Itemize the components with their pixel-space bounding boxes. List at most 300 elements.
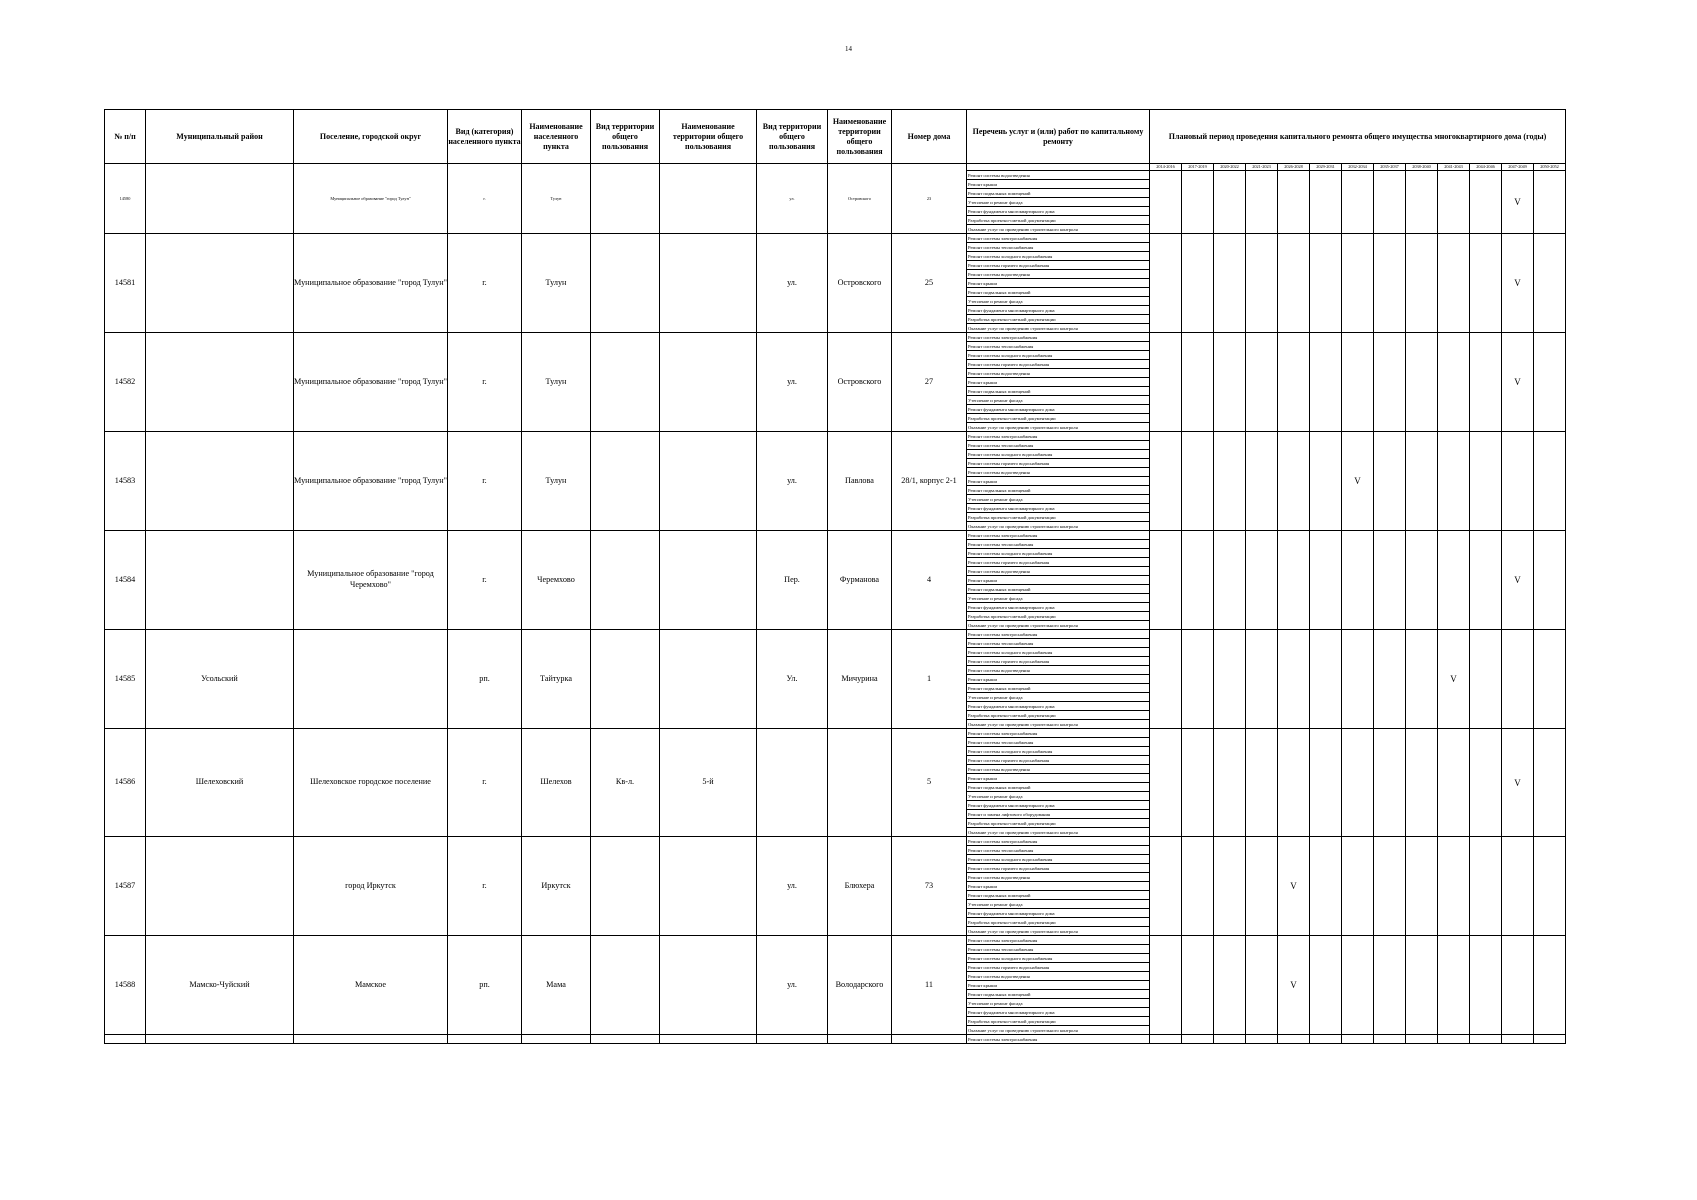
- area-type-cell: [591, 531, 660, 630]
- schedule-cell: [1214, 837, 1246, 936]
- locality-type-cell: г.: [448, 531, 522, 630]
- schedule-cell: [1342, 333, 1374, 432]
- year-label: 2044-2046: [1470, 164, 1502, 171]
- service-item: Ремонт системы теплоснабжения: [967, 441, 1150, 450]
- empty-cell: [591, 1035, 660, 1044]
- schedule-cell: [1214, 432, 1246, 531]
- house-number-cell: 27: [892, 333, 967, 432]
- year-label: 2029-2031: [1310, 164, 1342, 171]
- service-item: Ремонт системы холодного водоснабжения: [967, 747, 1150, 756]
- schedule-cell: [1534, 171, 1566, 234]
- schedule-cell: [1470, 1035, 1502, 1044]
- service-item: Разработка проектно-сметной документации: [967, 819, 1150, 828]
- service-item: Утепление и ремонт фасада: [967, 693, 1150, 702]
- service-item: Ремонт фундамента многоквартирного дома: [967, 702, 1150, 711]
- year-label: 2050-2052: [1534, 164, 1566, 171]
- service-item: Разработка проектно-сметной документации: [967, 315, 1150, 324]
- schedule-mark: V: [1278, 837, 1310, 936]
- schedule-cell: [1502, 936, 1534, 1035]
- area-type-cell: [591, 164, 660, 234]
- schedule-cell: [1406, 837, 1438, 936]
- service-item: Утепление и ремонт фасада: [967, 792, 1150, 801]
- locality-type-cell: г.: [448, 432, 522, 531]
- street-name-cell: Мичурина: [828, 630, 892, 729]
- schedule-cell: [1278, 630, 1310, 729]
- schedule-cell: [1278, 729, 1310, 837]
- header-house: Номер дома: [892, 110, 967, 164]
- service-item: Ремонт системы теплоснабжения: [967, 243, 1150, 252]
- locality-type-cell: г.: [448, 729, 522, 837]
- schedule-cell: [1182, 630, 1214, 729]
- street-type-cell: ул.: [757, 164, 828, 234]
- service-item-blank: [967, 164, 1150, 171]
- service-item: Утепление и ремонт фасада: [967, 900, 1150, 909]
- service-item: Ремонт системы водоотведения: [967, 972, 1150, 981]
- schedule-cell: [1278, 432, 1310, 531]
- locality-type-cell: г.: [448, 837, 522, 936]
- settlement-cell: Муниципальное образование "город Тулун": [294, 333, 448, 432]
- service-row: [105, 729, 1566, 738]
- schedule-cell: [1342, 531, 1374, 630]
- service-item: Оказание услуг по проведению строительного контроля: [967, 1026, 1150, 1035]
- service-item: Ремонт системы водоотведения: [967, 369, 1150, 378]
- empty-cell: [448, 1035, 522, 1044]
- schedule-cell: [1214, 630, 1246, 729]
- area-name-cell: [660, 837, 757, 936]
- district-cell: [146, 164, 294, 234]
- year-label: 2038-2040: [1406, 164, 1438, 171]
- service-item: Ремонт системы электроснабжения: [967, 729, 1150, 738]
- district-cell: Усольский: [146, 630, 294, 729]
- service-item: Оказание услуг по проведению строительного контроля: [967, 225, 1150, 234]
- service-item: Ремонт подвальных помещений: [967, 783, 1150, 792]
- schedule-cell: [1150, 936, 1182, 1035]
- header-street-name: Наименование территории общего пользования: [828, 110, 892, 164]
- schedule-cell: [1374, 333, 1406, 432]
- settlement-cell: Муниципальное образование "город Тулун": [294, 164, 448, 234]
- service-item: Ремонт подвальных помещений: [967, 990, 1150, 999]
- schedule-cell: [1182, 234, 1214, 333]
- area-type-cell: [591, 333, 660, 432]
- schedule-cell: [1374, 936, 1406, 1035]
- locality-name-cell: Тулун: [522, 333, 591, 432]
- schedule-cell: [1438, 333, 1470, 432]
- schedule-cell: [1470, 531, 1502, 630]
- schedule-cell: [1182, 1035, 1214, 1044]
- service-item: Ремонт фундамента многоквартирного дома: [967, 306, 1150, 315]
- house-number-cell: 1: [892, 630, 967, 729]
- schedule-cell: [1406, 531, 1438, 630]
- header-district: Муниципальный район: [146, 110, 294, 164]
- schedule-cell: [1534, 936, 1566, 1035]
- service-item: Разработка проектно-сметной документации: [967, 513, 1150, 522]
- area-name-cell: [660, 234, 757, 333]
- schedule-cell: [1310, 171, 1342, 234]
- locality-name-cell: Тулун: [522, 234, 591, 333]
- street-name-cell: Павлова: [828, 432, 892, 531]
- row-number: 14584: [105, 531, 146, 630]
- schedule-cell: [1246, 171, 1278, 234]
- area-name-cell: [660, 333, 757, 432]
- service-row: [105, 531, 1566, 540]
- schedule-cell: [1342, 1035, 1374, 1044]
- schedule-cell: [1214, 531, 1246, 630]
- locality-type-cell: г.: [448, 234, 522, 333]
- schedule-cell: [1374, 729, 1406, 837]
- service-item: Ремонт системы горячего водоснабжения: [967, 657, 1150, 666]
- header-services: Перечень услуг и (или) работ по капитальному ремонту: [967, 110, 1150, 164]
- service-item: Ремонт системы электроснабжения: [967, 837, 1150, 846]
- service-item: Ремонт системы электроснабжения: [967, 432, 1150, 441]
- schedule-cell: [1214, 729, 1246, 837]
- schedule-mark: V: [1502, 531, 1534, 630]
- house-number-cell: 5: [892, 729, 967, 837]
- schedule-mark: V: [1438, 630, 1470, 729]
- schedule-cell: [1374, 432, 1406, 531]
- schedule-cell: [1246, 729, 1278, 837]
- schedule-mark: V: [1502, 234, 1534, 333]
- service-row: [105, 630, 1566, 639]
- row-number: 14585: [105, 630, 146, 729]
- settlement-cell: Муниципальное образование "город Черемхово": [294, 531, 448, 630]
- service-item: Разработка проектно-сметной документации: [967, 414, 1150, 423]
- street-name-cell: Островского: [828, 164, 892, 234]
- house-number-cell: 23: [892, 164, 967, 234]
- year-label: 2047-2049: [1502, 164, 1534, 171]
- schedule-cell: [1310, 333, 1342, 432]
- schedule-cell: [1278, 1035, 1310, 1044]
- schedule-cell: [1534, 1035, 1566, 1044]
- empty-cell: [660, 1035, 757, 1044]
- schedule-cell: [1406, 936, 1438, 1035]
- empty-cell: [522, 1035, 591, 1044]
- settlement-cell: Муниципальное образование "город Тулун": [294, 234, 448, 333]
- empty-cell: [146, 1035, 294, 1044]
- schedule-cell: [1534, 432, 1566, 531]
- service-item: Ремонт системы водоотведения: [967, 567, 1150, 576]
- row-number: 14583: [105, 432, 146, 531]
- schedule-cell: [1534, 531, 1566, 630]
- schedule-cell: [1342, 729, 1374, 837]
- service-row: [105, 333, 1566, 342]
- header-area-type: Вид территории общего пользования: [591, 110, 660, 164]
- empty-cell: [828, 1035, 892, 1044]
- capital-repair-table: [104, 109, 1566, 1044]
- service-item: Ремонт системы горячего водоснабжения: [967, 261, 1150, 270]
- service-item: Ремонт системы теплоснабжения: [967, 342, 1150, 351]
- schedule-cell: [1150, 333, 1182, 432]
- schedule-cell: [1246, 936, 1278, 1035]
- service-item: Ремонт системы горячего водоснабжения: [967, 963, 1150, 972]
- year-label: 2041-2043: [1438, 164, 1470, 171]
- service-item: Оказание услуг по проведению строительного контроля: [967, 423, 1150, 432]
- schedule-cell: [1502, 1035, 1534, 1044]
- schedule-cell: [1406, 630, 1438, 729]
- service-item: Разработка проектно-сметной документации: [967, 612, 1150, 621]
- service-item: Ремонт системы водоотведения: [967, 270, 1150, 279]
- service-item: Ремонт подвальных помещений: [967, 288, 1150, 297]
- service-item: Ремонт системы электроснабжения: [967, 234, 1150, 243]
- schedule-mark: V: [1502, 171, 1534, 234]
- schedule-mark: V: [1502, 333, 1534, 432]
- header-num: № п/п: [105, 110, 146, 164]
- schedule-cell: [1438, 171, 1470, 234]
- service-item: Ремонт системы холодного водоснабжения: [967, 351, 1150, 360]
- street-name-cell: Островского: [828, 333, 892, 432]
- service-item: Ремонт системы водоотведения: [967, 468, 1150, 477]
- service-item: Ремонт крыши: [967, 180, 1150, 189]
- service-item: Ремонт системы водоотведения: [967, 873, 1150, 882]
- schedule-cell: [1374, 1035, 1406, 1044]
- service-item: Ремонт крыши: [967, 882, 1150, 891]
- service-item: Ремонт подвальных помещений: [967, 387, 1150, 396]
- page-number: 14: [845, 45, 852, 53]
- schedule-cell: [1150, 432, 1182, 531]
- schedule-cell: [1502, 837, 1534, 936]
- service-item: Ремонт системы холодного водоснабжения: [967, 954, 1150, 963]
- header-area-name: Наименование территории общего пользования: [660, 110, 757, 164]
- schedule-cell: [1246, 837, 1278, 936]
- street-name-cell: [828, 729, 892, 837]
- schedule-cell: [1214, 333, 1246, 432]
- service-item: Ремонт фундамента многоквартирного дома: [967, 1008, 1150, 1017]
- street-type-cell: Ул.: [757, 630, 828, 729]
- schedule-cell: [1182, 432, 1214, 531]
- schedule-cell: [1342, 837, 1374, 936]
- service-item: Ремонт и замена лифтового оборудования: [967, 810, 1150, 819]
- empty-cell: [892, 1035, 967, 1044]
- service-item: Ремонт подвальных помещений: [967, 684, 1150, 693]
- schedule-cell: [1278, 234, 1310, 333]
- street-name-cell: Блюхера: [828, 837, 892, 936]
- schedule-cell: [1470, 234, 1502, 333]
- service-item: Оказание услуг по проведению строительного контроля: [967, 621, 1150, 630]
- schedule-cell: [1406, 234, 1438, 333]
- schedule-cell: [1406, 1035, 1438, 1044]
- service-row: [105, 234, 1566, 243]
- row-number: 14581: [105, 234, 146, 333]
- service-item: Ремонт системы теплоснабжения: [967, 639, 1150, 648]
- district-cell: [146, 333, 294, 432]
- locality-name-cell: Тулун: [522, 164, 591, 234]
- header-locality-name: Наименование населенного пункта: [522, 110, 591, 164]
- service-item: Разработка проектно-сметной документации: [967, 216, 1150, 225]
- header-street-type: Вид территории общего пользования: [757, 110, 828, 164]
- area-type-cell: [591, 630, 660, 729]
- service-row: [105, 1035, 1566, 1044]
- street-name-cell: Фурманова: [828, 531, 892, 630]
- schedule-cell: [1214, 936, 1246, 1035]
- row-number: 14588: [105, 936, 146, 1035]
- area-type-cell: [591, 936, 660, 1035]
- schedule-cell: [1310, 531, 1342, 630]
- service-item: Ремонт подвальных помещений: [967, 486, 1150, 495]
- service-item: Разработка проектно-сметной документации: [967, 918, 1150, 927]
- header-period: Плановый период проведения капитального ремонта общего имущества многоквартирного дома (годы): [1150, 110, 1566, 164]
- row-number: 14580: [105, 164, 146, 234]
- table-body: [105, 164, 1566, 1044]
- year-label: 2021-2023: [1246, 164, 1278, 171]
- schedule-cell: [1438, 234, 1470, 333]
- service-item: Ремонт подвальных помещений: [967, 189, 1150, 198]
- locality-type-cell: г.: [448, 164, 522, 234]
- schedule-cell: [1534, 630, 1566, 729]
- service-item: Ремонт системы теплоснабжения: [967, 738, 1150, 747]
- schedule-cell: [1246, 333, 1278, 432]
- service-item: Ремонт фундамента многоквартирного дома: [967, 603, 1150, 612]
- service-item: Ремонт системы горячего водоснабжения: [967, 558, 1150, 567]
- year-label: 2017-2019: [1182, 164, 1214, 171]
- schedule-cell: [1182, 837, 1214, 936]
- year-label: 2032-2034: [1342, 164, 1374, 171]
- service-item: Ремонт системы холодного водоснабжения: [967, 549, 1150, 558]
- schedule-cell: [1438, 432, 1470, 531]
- schedule-cell: [1310, 1035, 1342, 1044]
- service-item: Ремонт фундамента многоквартирного дома: [967, 504, 1150, 513]
- schedule-cell: [1150, 729, 1182, 837]
- service-item: Ремонт фундамента многоквартирного дома: [967, 207, 1150, 216]
- area-type-cell: [591, 432, 660, 531]
- service-item: Ремонт системы электроснабжения: [967, 936, 1150, 945]
- schedule-cell: [1310, 234, 1342, 333]
- schedule-cell: [1214, 1035, 1246, 1044]
- schedule-cell: [1182, 729, 1214, 837]
- district-cell: [146, 234, 294, 333]
- locality-type-cell: рп.: [448, 936, 522, 1035]
- service-item: Ремонт системы электроснабжения: [967, 630, 1150, 639]
- year-label: 2026-2028: [1278, 164, 1310, 171]
- schedule-cell: [1278, 333, 1310, 432]
- row-number: 14582: [105, 333, 146, 432]
- schedule-cell: [1438, 531, 1470, 630]
- service-item: Ремонт системы горячего водоснабжения: [967, 360, 1150, 369]
- empty-cell: [105, 1035, 146, 1044]
- schedule-cell: [1246, 531, 1278, 630]
- area-name-cell: [660, 164, 757, 234]
- street-type-cell: ул.: [757, 333, 828, 432]
- schedule-cell: [1310, 936, 1342, 1035]
- service-item: Ремонт фундамента многоквартирного дома: [967, 909, 1150, 918]
- service-item: Оказание услуг по проведению строительного контроля: [967, 720, 1150, 729]
- service-item: Оказание услуг по проведению строительного контроля: [967, 828, 1150, 837]
- house-number-cell: 4: [892, 531, 967, 630]
- service-item: Ремонт системы горячего водоснабжения: [967, 756, 1150, 765]
- header-locality-type: Вид (категория) населенного пункта: [448, 110, 522, 164]
- area-name-cell: [660, 630, 757, 729]
- service-item: Ремонт системы холодного водоснабжения: [967, 648, 1150, 657]
- service-item: Ремонт системы электроснабжения: [967, 333, 1150, 342]
- schedule-cell: [1342, 630, 1374, 729]
- area-name-cell: 5-й: [660, 729, 757, 837]
- settlement-cell: город Иркутск: [294, 837, 448, 936]
- locality-name-cell: Тайтурка: [522, 630, 591, 729]
- service-item: Ремонт крыши: [967, 576, 1150, 585]
- service-item: Оказание услуг по проведению строительного контроля: [967, 522, 1150, 531]
- schedule-cell: [1374, 234, 1406, 333]
- service-item: Ремонт крыши: [967, 279, 1150, 288]
- schedule-cell: [1470, 333, 1502, 432]
- service-row: [105, 837, 1566, 846]
- area-type-cell: [591, 837, 660, 936]
- service-item: Оказание услуг по проведению строительного контроля: [967, 324, 1150, 333]
- empty-cell: [294, 1035, 448, 1044]
- locality-name-cell: Черемхово: [522, 531, 591, 630]
- house-number-cell: 25: [892, 234, 967, 333]
- settlement-cell: [294, 630, 448, 729]
- street-name-cell: Островского: [828, 234, 892, 333]
- schedule-cell: [1278, 531, 1310, 630]
- district-cell: Мамско-Чуйский: [146, 936, 294, 1035]
- street-type-cell: [757, 729, 828, 837]
- house-number-cell: 28/1, корпус 2-1: [892, 432, 967, 531]
- schedule-cell: [1470, 729, 1502, 837]
- schedule-cell: [1150, 234, 1182, 333]
- schedule-cell: [1374, 837, 1406, 936]
- schedule-cell: [1246, 630, 1278, 729]
- service-item: Разработка проектно-сметной документации: [967, 1017, 1150, 1026]
- area-type-cell: [591, 234, 660, 333]
- schedule-cell: [1182, 171, 1214, 234]
- schedule-cell: [1438, 729, 1470, 837]
- schedule-cell: [1470, 432, 1502, 531]
- schedule-cell: [1470, 936, 1502, 1035]
- schedule-cell: [1374, 531, 1406, 630]
- schedule-cell: [1342, 234, 1374, 333]
- schedule-cell: [1150, 1035, 1182, 1044]
- house-number-cell: 73: [892, 837, 967, 936]
- schedule-cell: [1214, 171, 1246, 234]
- year-label: 2035-2037: [1374, 164, 1406, 171]
- header-row: [105, 110, 1566, 164]
- schedule-cell: [1470, 630, 1502, 729]
- row-number: 14587: [105, 837, 146, 936]
- district-cell: [146, 531, 294, 630]
- service-item: Ремонт системы теплоснабжения: [967, 540, 1150, 549]
- year-header-row: [105, 164, 1566, 171]
- street-name-cell: Володарского: [828, 936, 892, 1035]
- schedule-cell: [1310, 729, 1342, 837]
- schedule-cell: [1438, 936, 1470, 1035]
- locality-type-cell: г.: [448, 333, 522, 432]
- area-name-cell: [660, 432, 757, 531]
- schedule-cell: [1438, 1035, 1470, 1044]
- service-item: Ремонт системы водоотведения: [967, 171, 1150, 180]
- schedule-cell: [1534, 234, 1566, 333]
- locality-type-cell: рп.: [448, 630, 522, 729]
- row-number: 14586: [105, 729, 146, 837]
- schedule-mark: V: [1502, 729, 1534, 837]
- schedule-cell: [1150, 630, 1182, 729]
- service-item: Ремонт системы горячего водоснабжения: [967, 864, 1150, 873]
- schedule-mark: V: [1342, 432, 1374, 531]
- schedule-cell: [1150, 531, 1182, 630]
- schedule-cell: [1246, 432, 1278, 531]
- locality-name-cell: Мама: [522, 936, 591, 1035]
- schedule-cell: [1438, 837, 1470, 936]
- schedule-cell: [1534, 837, 1566, 936]
- year-label: 2020-2022: [1214, 164, 1246, 171]
- schedule-cell: [1214, 234, 1246, 333]
- service-item: Утепление и ремонт фасада: [967, 999, 1150, 1008]
- street-type-cell: Пер.: [757, 531, 828, 630]
- settlement-cell: Мамское: [294, 936, 448, 1035]
- schedule-cell: [1310, 837, 1342, 936]
- service-item: Ремонт системы водоотведения: [967, 765, 1150, 774]
- schedule-cell: [1150, 171, 1182, 234]
- service-item: Оказание услуг по проведению строительного контроля: [967, 927, 1150, 936]
- service-item: Ремонт крыши: [967, 477, 1150, 486]
- service-item: Ремонт крыши: [967, 675, 1150, 684]
